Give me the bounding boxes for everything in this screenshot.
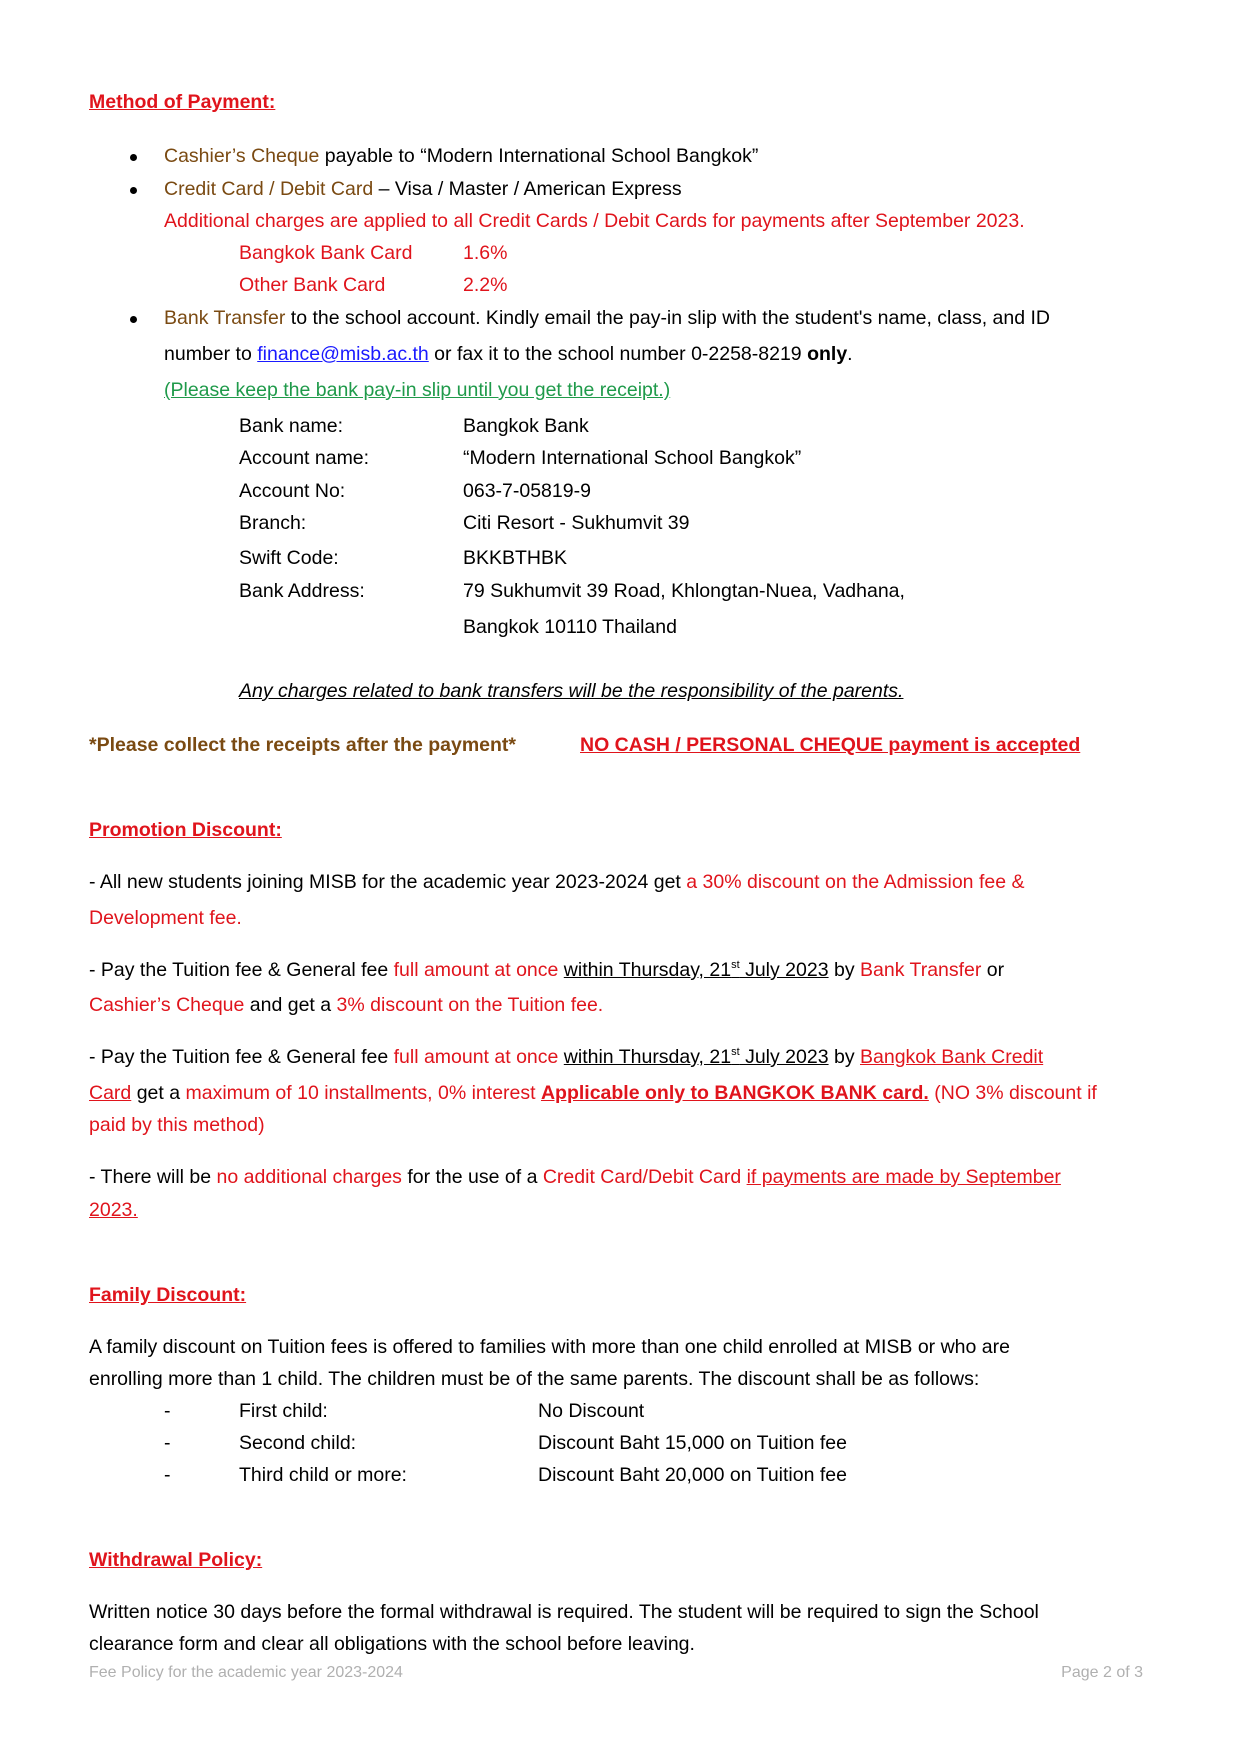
promo-deadline-sup: st <box>731 1046 740 1058</box>
promo-bank-card-note: Applicable only to BANGKOK BANK card. <box>540 1082 929 1104</box>
promo-text: for the use of a <box>401 1166 543 1188</box>
promo-deadline-text: within Thursday, 21 <box>563 959 732 981</box>
promo-highlight: Credit Card/Debit Card <box>542 1166 742 1188</box>
promo-highlight: (NO 3% discount if <box>928 1082 1097 1104</box>
promo-highlight: if payments are made by September <box>746 1166 1061 1188</box>
bank-value: Bangkok Bank <box>463 415 589 437</box>
bank-label: Account No: <box>239 480 346 502</box>
promo-highlight: full amount at once <box>393 1046 559 1068</box>
promo-text: or <box>981 959 1005 981</box>
family-row-dash: - <box>164 1464 171 1486</box>
transfer-rest: to the school account. Kindly email the pay-in slip with the student's name, class, and ID <box>285 307 1051 329</box>
bank-value: Citi Resort - Sukhumvit 39 <box>463 512 690 534</box>
family-row-label: Third child or more: <box>239 1464 407 1486</box>
footer-left: Fee Policy for the academic year 2023-2024 <box>89 1664 403 1681</box>
withdrawal-text: Written notice 30 days before the formal withdrawal is required. The student will be required to sign the School <box>89 1601 1039 1623</box>
bullet-icon <box>130 187 137 194</box>
transfer-charges-note: Any charges related to bank transfers will be the responsibility of the parents. <box>239 680 904 702</box>
promo-text: by <box>828 1046 860 1068</box>
family-row-value: Discount Baht 15,000 on Tuition fee <box>538 1432 847 1454</box>
promo-highlight: 3% discount on the Tuition fee. <box>336 994 604 1016</box>
promo-text: - Pay the Tuition fee & General fee <box>89 959 394 981</box>
method-heading: Method of Payment: <box>89 91 276 113</box>
promo-deadline-text: July 2023 <box>739 1046 829 1068</box>
transfer-mid: or fax it to the school number 0-2258-8219 <box>428 343 808 365</box>
promo-item-4-cont: 2023. <box>89 1199 138 1221</box>
promo-deadline <box>564 1046 829 1068</box>
finance-email-link[interactable]: finance@misb.ac.th <box>257 343 429 365</box>
promo-item-3-cont <box>89 1082 1097 1105</box>
bank-value: BKKBTHBK <box>463 547 568 569</box>
cheque-rest: payable to “Modern International School Bangkok” <box>319 145 759 167</box>
promo-item-2-cont <box>89 994 603 1017</box>
promo-highlight: a 30% discount on the Admission fee & <box>686 871 1025 893</box>
bank-label: Bank name: <box>239 415 344 437</box>
card-line <box>164 178 682 201</box>
promo-text: - All new students joining MISB for the academic year 2023-2024 get <box>89 871 687 893</box>
transfer-name: Bank Transfer <box>164 307 286 329</box>
promo-text: by <box>828 959 860 981</box>
promo-item-2 <box>89 959 1004 982</box>
transfer-pre: number to <box>164 343 258 365</box>
keep-slip-note: (Please keep the bank pay-in slip until you get the receipt.) <box>164 379 671 401</box>
promo-text: - Pay the Tuition fee & General fee <box>89 1046 394 1068</box>
family-heading: Family Discount: <box>89 1284 247 1306</box>
charge-value-other: 2.2% <box>463 274 508 296</box>
family-intro-cont: enrolling more than 1 child. The children must be of the same parents. The discount shall be as follows: <box>89 1368 980 1390</box>
promo-highlight: full amount at once <box>393 959 559 981</box>
promo-highlight: Bangkok Bank Credit <box>860 1046 1044 1068</box>
family-row-dash: - <box>164 1432 171 1454</box>
transfer-line-2 <box>164 343 853 366</box>
bullet-icon <box>130 316 137 323</box>
family-row-value: Discount Baht 20,000 on Tuition fee <box>538 1464 847 1486</box>
promo-deadline <box>564 959 829 981</box>
promo-text: - There will be <box>89 1166 217 1188</box>
promo-highlight: Card <box>89 1082 132 1104</box>
promo-highlight: maximum of 10 installments, 0% interest <box>185 1082 541 1104</box>
promo-text: get a <box>131 1082 186 1104</box>
promo-deadline-sup: st <box>731 959 740 971</box>
bank-value: 79 Sukhumvit 39 Road, Khlongtan-Nuea, Vadhana, <box>463 580 905 602</box>
charge-label-bangkok: Bangkok Bank Card <box>239 242 413 264</box>
family-row-value: No Discount <box>538 1400 645 1422</box>
promo-deadline-text: July 2023 <box>739 959 829 981</box>
family-intro: A family discount on Tuition fees is offered to families with more than one child enrolled at MISB or who are <box>89 1336 1010 1358</box>
footer-page-number: Page 2 of 3 <box>1061 1664 1143 1681</box>
transfer-end: . <box>847 343 853 365</box>
promo-highlight: no additional charges <box>216 1166 402 1188</box>
promo-highlight: Bank Transfer <box>860 959 982 981</box>
promo-item-3-cont-2: paid by this method) <box>89 1114 265 1136</box>
family-row-label: First child: <box>239 1400 328 1422</box>
charge-value-bangkok: 1.6% <box>463 242 508 264</box>
promo-item-1-cont: Development fee. <box>89 907 242 929</box>
card-name: Credit Card / Debit Card <box>164 178 374 200</box>
promo-item-1 <box>89 871 1024 894</box>
charge-label-other: Other Bank Card <box>239 274 386 296</box>
family-row-dash: - <box>164 1400 171 1422</box>
collect-receipts-note: *Please collect the receipts after the payment* <box>89 734 517 756</box>
family-row-label: Second child: <box>239 1432 357 1454</box>
cheque-line <box>164 145 758 168</box>
card-note: Additional charges are applied to all Credit Cards / Debit Cards for payments after September 2023. <box>164 210 1025 232</box>
promo-item-4 <box>89 1166 1061 1189</box>
bullet-icon <box>130 154 137 161</box>
promo-highlight: Cashier’s Cheque <box>89 994 245 1016</box>
promo-item-3 <box>89 1046 1043 1069</box>
transfer-only: only <box>807 343 848 365</box>
bank-label: Swift Code: <box>239 547 339 569</box>
bank-label: Bank Address: <box>239 580 365 602</box>
promo-deadline-text: within Thursday, 21 <box>563 1046 732 1068</box>
bank-value: 063-7-05819-9 <box>463 480 591 502</box>
bank-label: Account name: <box>239 447 370 469</box>
no-cash-note: NO CASH / PERSONAL CHEQUE payment is accepted <box>580 734 1081 756</box>
promotion-heading: Promotion Discount: <box>89 819 282 841</box>
bank-label: Branch: <box>239 512 307 534</box>
card-rest: – Visa / Master / American Express <box>373 178 682 200</box>
cheque-name: Cashier’s Cheque <box>164 145 320 167</box>
transfer-line <box>164 307 1050 330</box>
promo-text: and get a <box>244 994 337 1016</box>
withdrawal-text-cont: clearance form and clear all obligations with the school before leaving. <box>89 1633 695 1655</box>
bank-address-line-2: Bangkok 10110 Thailand <box>463 616 677 638</box>
bank-value: “Modern International School Bangkok” <box>463 447 802 469</box>
withdrawal-heading: Withdrawal Policy: <box>89 1549 263 1571</box>
